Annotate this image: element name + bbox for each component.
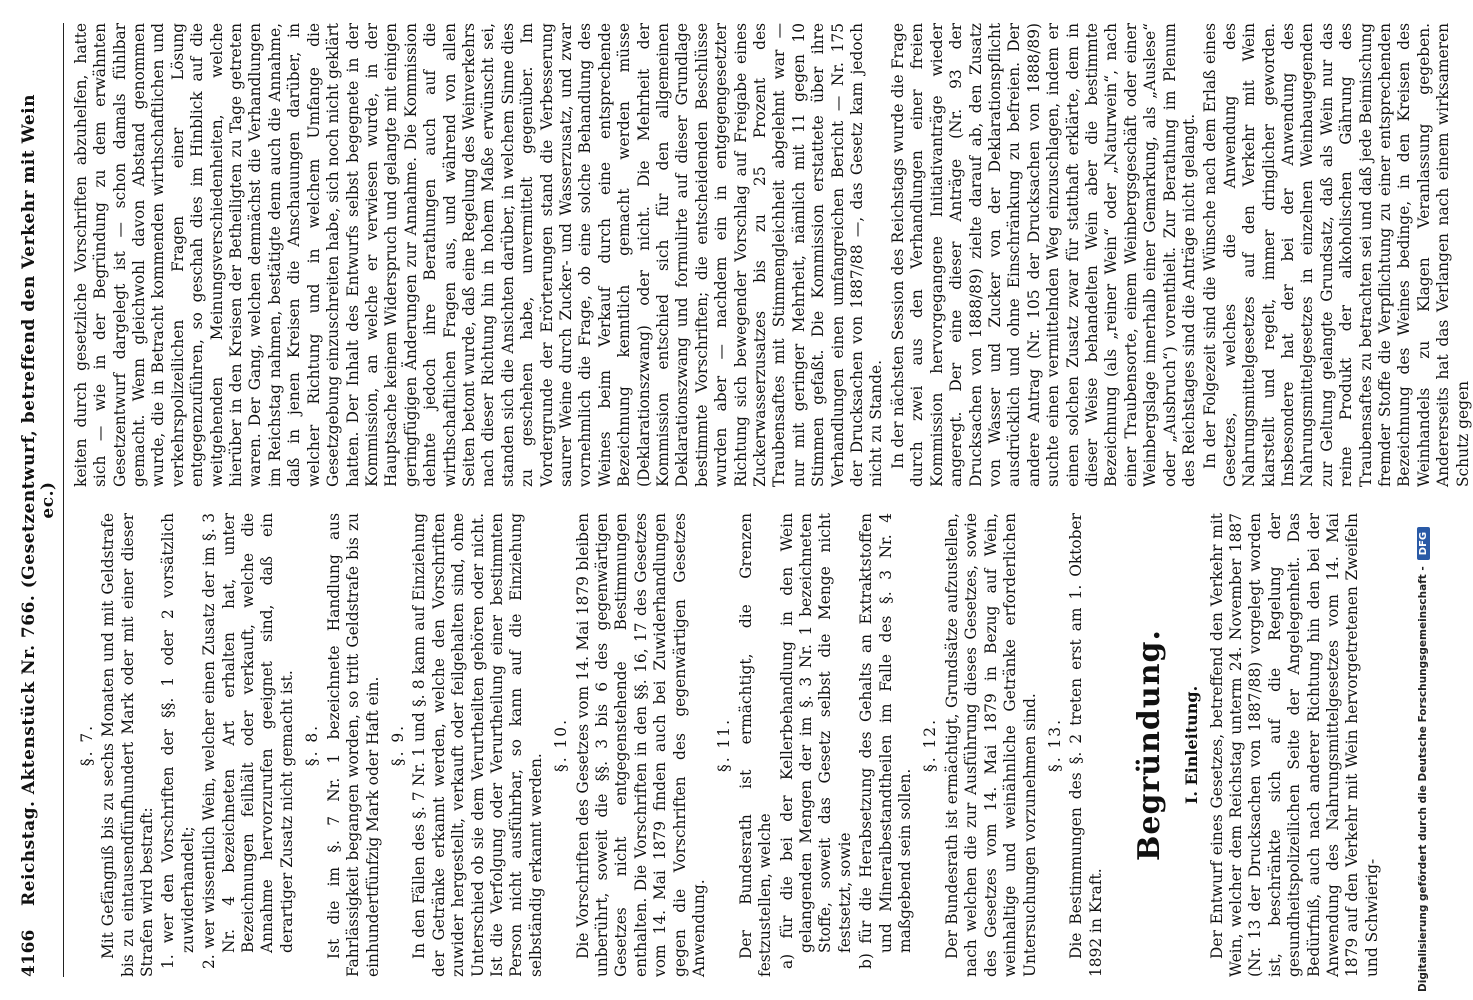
dfg-logo: DFG	[1417, 527, 1430, 560]
paragraph: Der Entwurf eines Gesetzes, betreffend den Verkehr mit Wein, welcher dem Reichstag unterm 24. November 1887 (Nr. 13 der Drucksachen von 1887/88) vorgelegt worden ist, beschränkte sich auf die Regelung der gesundheitspolizeilichen Seite der Angelegenheit. Das Bedürfniß, auch nach anderer Richtung hin den bei der Anwendung des Nahrungsmittelgesetzes vom 14. Mai 1879 auf den Verkehr mit Wein hervorgetretenen Zweifeln und Schwierig-	[1207, 513, 1381, 977]
sub-heading: I. Einleitung.	[1182, 685, 1202, 805]
paragraph: Die Bestimmungen des §. 2 treten erst am 1. Oktober 1892 in Kraft.	[1067, 513, 1105, 977]
list-item: 1. wer den Vorschriften der §§. 1 oder 2 vorsätzlich zuwiderhandelt;	[159, 513, 197, 969]
list-item: b) für die Herabsetzung des Gehalts an Extraktstoffen und Mineralbestandtheilen im Falle des §. 3 Nr. 4 maßgebend sein sollen.	[857, 513, 915, 969]
paragraph: In der nächsten Session des Reichstags wurde die Frage durch zwei aus den Verhandlungen einer freien Kommission hervorgegangene Initiativanträge wieder angeregt. Der eine dieser Anträge (Nr. 93 der Drucksachen von 1888/89) zielte darauf ab, den Zusatz von Wasser und Zucker von der Deklarationspflicht ausdrücklich und ohne Einschränkung zu befreien. Der andere Antrag (Nr. 105 der Drucksachen von 1888/89) suchte einen vermittelnden Weg einzuschlagen, indem er einen solchen Zusatz zwar für statthaft erklärte, dem in dieser Weise behandelten Wein aber die bestimmte Bezeichnung (als „reiner Wein“ oder „Naturwein“, nach einer Traubensorte, einem Weinbergsgeschäft oder einer Weinbergslage innerhalb einer Gemarkung, als „Auslese“ oder „Ausbruch“) vorenthielt. Zur Berathung im Plenum des Reichstages sind die Anträge nicht gelangt.	[888, 23, 1198, 487]
paragraph: In den Fällen des §. 7 Nr. 1 und §. 8 kann auf Einziehung der Getränke erkannt werden, welche den Vorschriften zuwider hergestellt, verkauft oder feilgehalten sind, ohne Unterschied ob sie dem Verurtheilten gehören oder nicht. Ist die Verfolgung oder Verurtheilung einer bestimmten Person nicht ausführbar, so kann auf die Einziehung selbständig erkannt werden.	[410, 513, 545, 977]
main-heading: Begründung.	[1132, 629, 1168, 861]
section-heading: §. 11.	[715, 718, 734, 772]
paragraph: keiten durch gesetzliche Vorschriften abzuhelfen, hatte sich — wie in der Begründung zu dem erwähnten Gesetzentwurf dargelegt ist — schon damals fühlbar gemacht. Wenn gleichwohl davon Abstand genommen wurde, die in Betracht kommenden wirthschaftlichen und verkehrspolizeilichen Fragen einer Lösung entgegenzuführen, so geschah dies im Hinblick auf die weitgehenden Meinungsverschiedenheiten, welche hierüber in den Kreisen der Betheiligten zu Tage getreten waren. Der Gang, welchen demnächst die Verhandlungen im Reichstag nahmen, bestätigte denn auch die Annahme, daß in jenen Kreisen die Anschauungen darüber, in welcher Richtung und in welchem Umfange die Gesetzgebung einzuschreiten habe, sich noch nicht geklärt hatten. Der Inhalt des Entwurfs selbst begegnete in der Kommission, an welche er verwiesen wurde, in der Hauptsache keinem Widerspruch und gelangte mit einigen geringfügigen Änderungen zur Annahme. Die Kommission dehnte jedoch ihre Berathungen auch auf die wirthschaftlichen Fragen aus, und während von allen Seiten betont wurde, daß eine Regelung des Weinverkehrs nach dieser Richtung hin in hohem Maße erwünscht sei, standen sich die Ansichten darüber, in welchem Sinne dies zu geschehen habe, unvermittelt gegenüber. Im Vordergrunde der Erörterungen stand die Verbesserung saurer Weine durch Zucker- und Wasserzusatz, und zwar vornehmlich die Frage, ob eine solche Behandlung des Weines beim Verkauf durch eine entsprechende Bezeichnung kenntlich gemacht werden müsse (Deklarationszwang) oder nicht. Die Mehrheit der Kommission entschied sich für den allgemeinen Deklarationszwang und formulirte auf dieser Grundlage bestimmte Vorschriften; die entscheidenden Beschlüsse wurden aber — nachdem ein in entgegengesetzter Richtung sich bewegender Vorschlag auf Freigabe eines Zuckerwasserzusatzes bis zu 25 Prozent des Traubensaftes mit Stimmengleichheit abgelehnt war — nur mit geringer Mehrheit, nämlich mit 11 gegen 10 Stimmen gefaßt. Die Kommission erstattete über ihre Verhandlungen einen umfangreichen Bericht — Nr. 175 der Drucksachen von 1887/88 —, das Gesetz kam jedoch nicht zu Stande.	[71, 23, 886, 487]
paragraph: In der Folgezeit sind die Wünsche nach dem Erlaß eines Gesetzes, welches die Anwendung des Nahrungsmittelgesetzes auf den Verkehr mit Wein klarstellt und regelt, immer dringlicher geworden. Insbesondere hat der bei der Anwendung des Nahrungsmittelgesetzes in einzelnen Weinbaugegenden zur Geltung gelangte Grundsatz, daß als Wein nur das reine Produkt der alkoholischen Gährung des Traubensaftes zu betrachten sei und daß jede Beimischung fremder Stoffe die Verpflichtung zu einer entsprechenden Bezeichnung des Weines bedinge, in den Kreisen des Weinhandels zu Klagen Veranlassung gegeben. Andererseits hat das Verlangen nach einem wirksameren Schutz gegen	[1201, 23, 1472, 487]
list-item: a) für die bei der Kellerbehandlung in den Wein gelangenden Mengen der im §. 3 Nr. 1 bezeichneten Stoffe, soweit das Gesetz selbst die Menge nicht festsetzt, sowie	[777, 513, 854, 969]
paragraph: Mit Gefängniß bis zu sechs Monaten und mit Geldstrafe bis zu eintausendfünfhundert Mark oder mit einer dieser Strafen wird bestraft:	[99, 513, 157, 977]
running-title: Reichstag. Aktenstück Nr. 766. (Gesetzentwurf, betreffend den Verkehr mit Wein ec.)	[19, 94, 59, 906]
digitization-credit	[1411, 8, 1431, 992]
paragraph: Der Bundesrath ist ermächtigt, die Grenzen festzustellen, welche	[736, 513, 775, 977]
credit-text: Digitalisierung gefördert durch die Deutsche Forschungsgemeinschaft -	[1417, 566, 1429, 992]
list-item: 2. wer wissentlich Wein, welcher einen Zusatz der im §. 3 Nr. 4 bezeichneten Art erhalten hat, unter Bezeichnungen feilhält oder verkauft, welche die Annahme hervorzurufen geeignet sind, daß ein derartiger Zusatz nicht gemacht ist.	[200, 513, 296, 969]
paragraph: Ist die im §. 7 Nr. 1 bezeichnete Handlung aus Fahrlässigkeit begangen worden, so tritt Geldstrafe bis zu einhundertfünfzig Mark oder Haft ein.	[324, 513, 382, 977]
right-column	[71, 23, 1472, 487]
left-column	[72, 513, 1402, 977]
section-heading: §. 8.	[303, 723, 322, 767]
page-number: 4166	[19, 929, 39, 977]
page-header	[20, 23, 64, 977]
section-heading: §. 7.	[77, 723, 96, 767]
section-heading: §. 12.	[921, 718, 940, 772]
section-heading: §. 13.	[1045, 718, 1064, 772]
paragraph: Der Bundesrath ist ermächtigt, Grundsätze aufzustellen, nach welchen die zur Ausführung dieses Gesetzes, sowie des Gesetzes vom 14. Mai 1879 in Bezug auf Wein, weinhaltige und weinähnliche Getränke erforderlichen Untersuchungen vorzunehmen sind.	[942, 513, 1039, 977]
paragraph: Die Vorschriften des Gesetzes vom 14. Mai 1879 bleiben unberührt, soweit die §§. 3 bis 6 des gegenwärtigen Gesetzes nicht entgegenstehende Bestimmungen enthalten. Die Vorschriften in den §§. 16, 17 des Gesetzes vom 14. Mai 1879 finden auch bei Zuwiderhandlungen gegen die Vorschriften des gegenwärtigen Gesetzes Anwendung.	[573, 513, 708, 977]
section-heading: §. 10.	[552, 718, 571, 772]
section-heading: §. 9.	[388, 723, 407, 767]
